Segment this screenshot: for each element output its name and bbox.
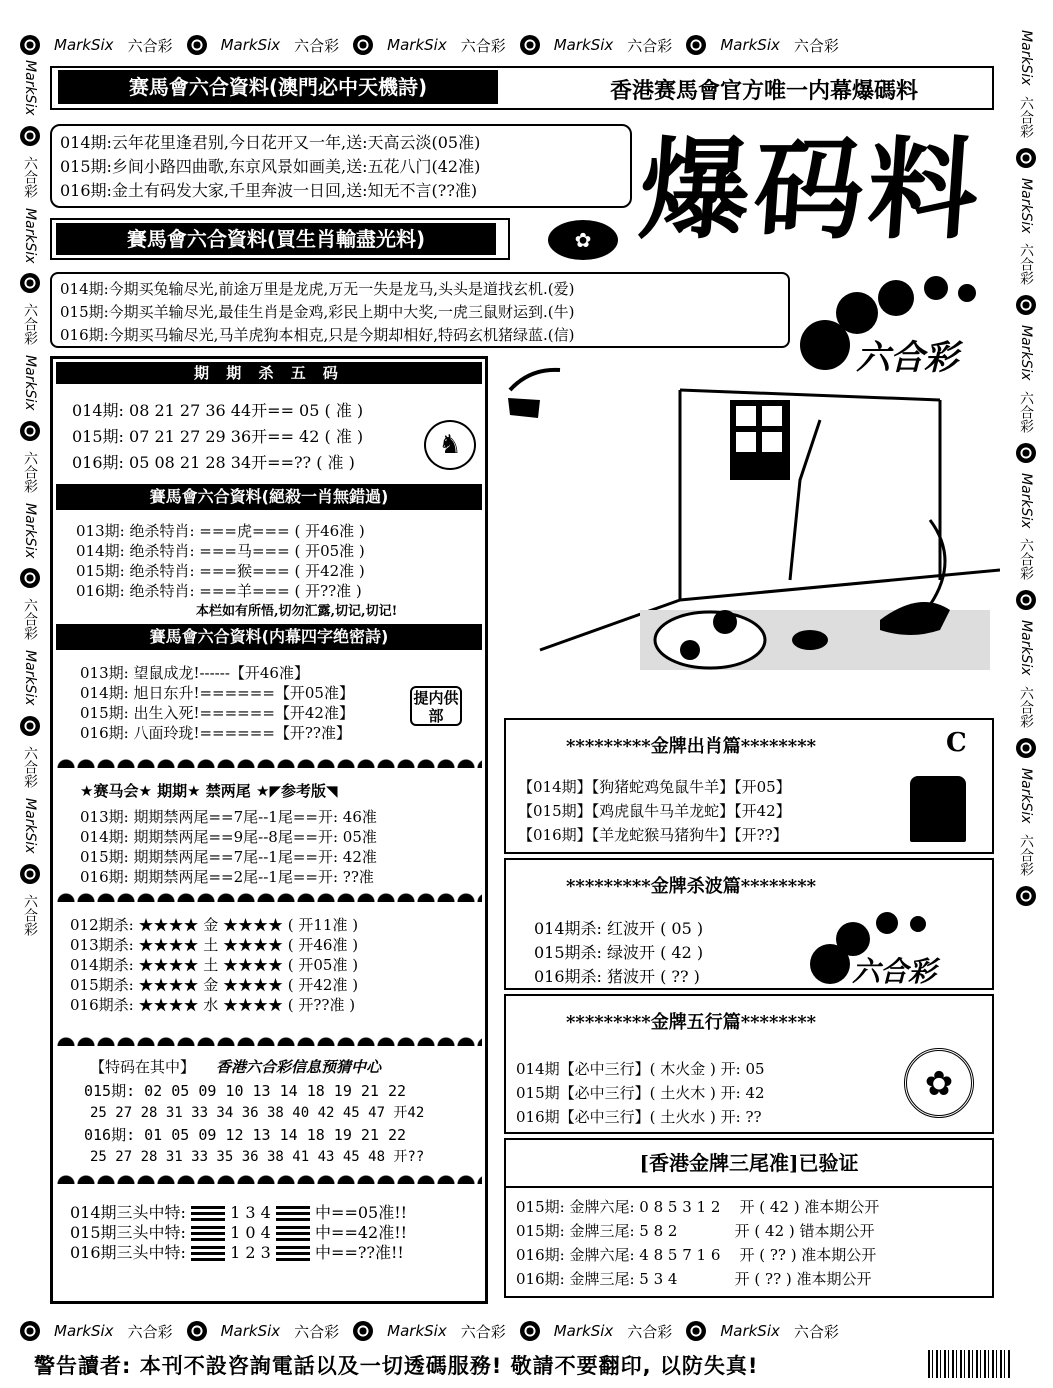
five-row: 014期【必中三行】( 木火金 ) 开: 05	[516, 1060, 765, 1078]
wave-box	[504, 858, 994, 990]
five-header: *********金牌五行篇********	[566, 1012, 817, 1033]
strip-text: MarkSix	[54, 1322, 114, 1340]
strip-lhc: 六合彩	[1018, 95, 1034, 138]
threehead-label: 014期三头中特:	[70, 1203, 186, 1222]
strip-lhc: 六合彩	[22, 155, 38, 198]
poem-row: 014期:云年花里逢君别,今日花开又一年,送:天高云淡(05准)	[60, 133, 481, 152]
right-border-strip	[1014, 30, 1038, 1315]
five-box	[504, 994, 994, 1134]
strip-lhc: 六合彩	[460, 36, 506, 55]
strip-text: MarkSix	[22, 797, 38, 854]
zodiac-header: *********金牌出肖篇********	[566, 736, 817, 757]
elements-row: 013期杀: ★★★★ 土 ★★★★ ( 开46准 )	[70, 936, 359, 954]
tails-row: 013期: 期期禁两尾==7尾--1尾==开: 46准	[80, 808, 377, 826]
strip-lhc: 六合彩	[22, 893, 38, 936]
emblem-icon: ✿	[548, 220, 618, 260]
tagline: 香港赛馬會官方唯一内幕爆碼料	[610, 79, 919, 104]
decor-dot	[924, 276, 948, 300]
strip-text: MarkSix	[1018, 30, 1034, 86]
strip-lhc: 六合彩	[793, 36, 839, 55]
tails-row: 014期: 期期禁两尾==9尾--8尾==开: 05准	[80, 828, 377, 846]
threehead-row	[70, 1240, 404, 1263]
killzodiac-row: 016期: 绝杀特肖: ===羊=== ( 开??准 )	[76, 582, 362, 600]
bars-icon	[191, 1246, 225, 1262]
killzodiac-row: 013期: 绝杀特肖: ===虎=== ( 开46准 )	[76, 522, 365, 540]
strip-text: MarkSix	[1018, 472, 1034, 529]
tails-row: 016期: 期期禁两尾==2尾--1尾==开: ??准	[80, 868, 374, 886]
five-row: 016期【必中三行】( 土火水 ) 开: ??	[516, 1108, 762, 1126]
kill5-row: 014期: 08 21 27 36 44开== 05 ( 准 )	[72, 401, 364, 420]
strip-text: MarkSix	[220, 1322, 281, 1340]
lose-row: 016期:今期买马输尽光,马羊虎狗本相克,只是今期却相好,特码玄机猪绿蓝.(信)	[60, 326, 575, 344]
special-row: 016期: 01 05 09 12 13 14 18 19 21 22	[84, 1126, 407, 1144]
threehead-label: 015期三头中特:	[70, 1223, 186, 1242]
flower-icon	[20, 1321, 40, 1341]
special-row: 25 27 28 31 33 34 36 38 40 42 45 47 开42	[90, 1105, 425, 1121]
decor-dot	[836, 292, 878, 334]
threehead-result: 中==42准!!	[315, 1223, 408, 1242]
tail3-row: 016期: 金牌六尾: 4 8 5 7 1 6 开 ( ?? ) 准本期公开	[516, 1246, 877, 1264]
special-row: 25 27 28 31 33 35 36 38 41 43 45 48 开??	[90, 1149, 425, 1165]
killzodiac-note: 本栏如有所悟,切勿汇露,切记,切记!	[196, 604, 398, 619]
strip-text: MarkSix	[22, 502, 38, 559]
poem-row: 016期:金土有码发大家,千里奔波一日回,送:知无不言(??准)	[60, 181, 478, 200]
tail3-box	[504, 1138, 994, 1298]
threehead-digits: 1 3 4	[230, 1203, 271, 1222]
fourword-row: 016期: 八面玲珑!======【开??准】	[80, 724, 351, 742]
flower-icon	[353, 1321, 373, 1341]
decor-dot	[958, 284, 976, 302]
strip-lhc: 六合彩	[627, 1322, 673, 1341]
strip-lhc: 六合彩	[294, 36, 340, 55]
wave-divider	[56, 752, 482, 768]
kill5-row: 015期: 07 21 27 29 36开== 42 ( 准 )	[72, 427, 364, 446]
tail3-row: 015期: 金牌三尾: 5 8 2 开 ( 42 ) 错本期公开	[516, 1222, 875, 1240]
lose-row: 015期:今期买羊输尽光,最佳生肖是金鸡,彩民上期中大奖,一虎三鼠财运到.(牛)	[60, 303, 575, 321]
killzodiac-row: 015期: 绝杀特肖: ===猴=== ( 开42准 )	[76, 562, 365, 580]
bars-icon	[276, 1246, 310, 1262]
strip-text: MarkSix	[553, 36, 614, 54]
strip-text: MarkSix	[22, 355, 38, 411]
zodiac-lose-header: 賽馬會六合資料(買生肖輸盡光料)	[56, 223, 496, 255]
strip-text: MarkSix	[553, 1322, 614, 1340]
strip-lhc: 六合彩	[1018, 833, 1034, 876]
fourword-row: 013期: 望鼠成龙!------【开46准】	[80, 664, 309, 682]
footer-warning: 警告讀者: 本刊不設咨詢電話以及一切透碼服務! 敬請不要翻印, 以防失真!	[34, 1354, 759, 1378]
strip-text: MarkSix	[22, 60, 38, 116]
big-title: 爆码料	[635, 126, 987, 254]
threehead-result: 中==??准!!	[315, 1243, 404, 1262]
figure-icon	[910, 776, 966, 842]
top-border-strip	[20, 32, 1010, 58]
five-row: 015期【必中三行】( 土火木 ) 开: 42	[516, 1084, 765, 1102]
threehead-digits: 1 0 4	[230, 1223, 271, 1242]
flower-icon	[353, 35, 373, 55]
strip-text: MarkSix	[220, 36, 281, 54]
flower-icon	[1016, 886, 1036, 906]
tails-row: 015期: 期期禁两尾==7尾--1尾==开: 42准	[80, 848, 377, 866]
fourword-header: 賽馬會六合資料(内幕四字绝密詩)	[56, 624, 482, 650]
strip-lhc: 六合彩	[22, 598, 38, 641]
decor-dot	[878, 280, 914, 316]
strip-lhc: 六合彩	[1018, 243, 1034, 286]
strip-text: MarkSix	[54, 36, 114, 54]
strip-lhc: 六合彩	[294, 1322, 340, 1341]
strip-lhc: 六合彩	[1018, 538, 1034, 581]
strip-lhc: 六合彩	[22, 745, 38, 788]
strip-text: MarkSix	[1018, 620, 1034, 676]
flower-icon	[20, 126, 40, 146]
wave-lhc: 六合彩	[852, 955, 937, 988]
fourword-stamp: 提内供部	[410, 686, 462, 726]
strip-text: MarkSix	[720, 1322, 780, 1340]
strip-text: MarkSix	[387, 1322, 447, 1340]
decor-dot	[910, 916, 926, 932]
wave-divider	[56, 886, 482, 902]
lose-row: 014期:今期买兔输尽光,前途万里是龙虎,万无一失是龙马,头头是道找玄机.(爱)	[60, 280, 575, 298]
c-mark-icon: C	[946, 728, 967, 758]
strip-text: MarkSix	[22, 650, 38, 706]
strip-text: MarkSix	[387, 36, 447, 54]
horse-icon: ♞	[424, 420, 476, 470]
flower-icon	[1016, 590, 1036, 610]
threehead-label: 016期三头中特:	[70, 1243, 186, 1262]
strip-lhc: 六合彩	[793, 1322, 839, 1341]
wave-row: 015期杀: 绿波开 ( 42 )	[534, 943, 704, 962]
left-border-strip	[18, 60, 42, 1315]
flower-icon	[686, 35, 706, 55]
elements-row: 012期杀: ★★★★ 金 ★★★★ ( 开11准 )	[70, 916, 359, 934]
lose-box	[50, 272, 790, 348]
tail3-row: 016期: 金牌三尾: 5 3 4 开 ( ?? ) 准本期公开	[516, 1270, 872, 1288]
strip-text: MarkSix	[720, 36, 780, 54]
fourword-row: 015期: 出生入死!======【开42准】	[80, 704, 354, 722]
flower-icon	[686, 1321, 706, 1341]
tail3-row: 015期: 金牌六尾: 0 8 5 3 1 2 开 ( 42 ) 准本期公开	[516, 1198, 880, 1216]
flower-icon	[520, 1321, 540, 1341]
killzodiac-row: 014期: 绝杀特肖: ===马=== ( 开05准 )	[76, 542, 365, 560]
cat-mouse-illustration	[500, 360, 1000, 710]
strip-lhc: 六合彩	[127, 36, 173, 55]
kill5-row: 016期: 05 08 21 28 34开==?? ( 准 )	[72, 453, 355, 472]
zodiac-row: 【016期】【羊龙蛇猴马猪狗牛】【开??】	[518, 826, 788, 844]
flower-icon	[20, 273, 40, 293]
strip-lhc: 六合彩	[22, 303, 38, 346]
wave-divider	[56, 1030, 482, 1046]
flower-icon	[1016, 738, 1036, 758]
strip-text: MarkSix	[1018, 767, 1034, 824]
wave-row: 014期杀: 红波开 ( 05 )	[534, 919, 704, 938]
banner-poem-header: 赛馬會六合資料(澳門必中天機詩)	[58, 70, 498, 104]
zodiac-box	[504, 718, 994, 854]
threehead-result: 中==05准!!	[315, 1203, 408, 1222]
poem-box	[50, 124, 632, 208]
elements-row: 015期杀: ★★★★ 金 ★★★★ ( 开42准 )	[70, 976, 359, 994]
special-center: 香港六合彩信息预猜中心	[216, 1058, 382, 1076]
zodiac-row: 【015期】【鸡虎鼠牛马羊龙蛇】【开42】	[518, 802, 791, 820]
wave-divider	[56, 1168, 482, 1184]
decor-dot	[876, 912, 898, 934]
fourword-row: 014期: 旭日东升!======【开05准】	[80, 684, 354, 702]
strip-text: MarkSix	[1018, 325, 1034, 381]
kill5-header: 期 期 杀 五 码	[56, 362, 482, 384]
wave-row: 016期杀: 猪波开 ( ?? )	[534, 967, 700, 986]
bauhinia-emblem-icon: ✿	[904, 1048, 974, 1118]
special-row: 015期: 02 05 09 10 13 14 18 19 21 22	[84, 1082, 407, 1100]
flower-icon	[1016, 443, 1036, 463]
strip-text: MarkSix	[22, 207, 38, 264]
tails-title: ★赛马会★ 期期★ 禁两尾 ★◤参考版◥	[80, 782, 338, 800]
barcode-icon	[928, 1350, 1012, 1378]
strip-lhc: 六合彩	[1018, 685, 1034, 728]
wave-header: *********金牌杀波篇********	[566, 876, 817, 897]
strip-lhc: 六合彩	[1018, 390, 1034, 433]
threehead-digits: 1 2 3	[230, 1243, 271, 1262]
flower-icon	[20, 35, 40, 55]
poem-row: 015期:乡间小路四曲歌,东京风景如画美,送:五花八门(42准)	[60, 157, 481, 176]
bottom-border-strip	[20, 1318, 1010, 1344]
flower-icon	[20, 716, 40, 736]
tail3-header: [香港金牌三尾准]已验证	[506, 1140, 992, 1188]
strip-lhc: 六合彩	[460, 1322, 506, 1341]
flower-icon	[1016, 148, 1036, 168]
special-label: 【特码在其中】	[90, 1058, 196, 1076]
flower-icon	[187, 1321, 207, 1341]
elements-row: 016期杀: ★★★★ 水 ★★★★ ( 开??准 )	[70, 996, 356, 1014]
killzodiac-header: 賽馬會六合資料(絕殺一肖無錯過)	[56, 484, 482, 510]
strip-lhc: 六合彩	[627, 36, 673, 55]
flower-icon	[20, 568, 40, 588]
zodiac-row: 【014期】【狗猪蛇鸡兔鼠牛羊】【开05】	[518, 778, 791, 796]
strip-text: MarkSix	[1018, 177, 1034, 234]
flower-icon	[20, 421, 40, 441]
lhc-logo-text: 六合彩	[856, 338, 958, 378]
flower-icon	[187, 35, 207, 55]
strip-lhc: 六合彩	[127, 1322, 173, 1341]
flower-icon	[520, 35, 540, 55]
flower-icon	[20, 864, 40, 884]
elements-row: 014期杀: ★★★★ 土 ★★★★ ( 开05准 )	[70, 956, 359, 974]
strip-lhc: 六合彩	[22, 450, 38, 493]
flower-icon	[1016, 295, 1036, 315]
